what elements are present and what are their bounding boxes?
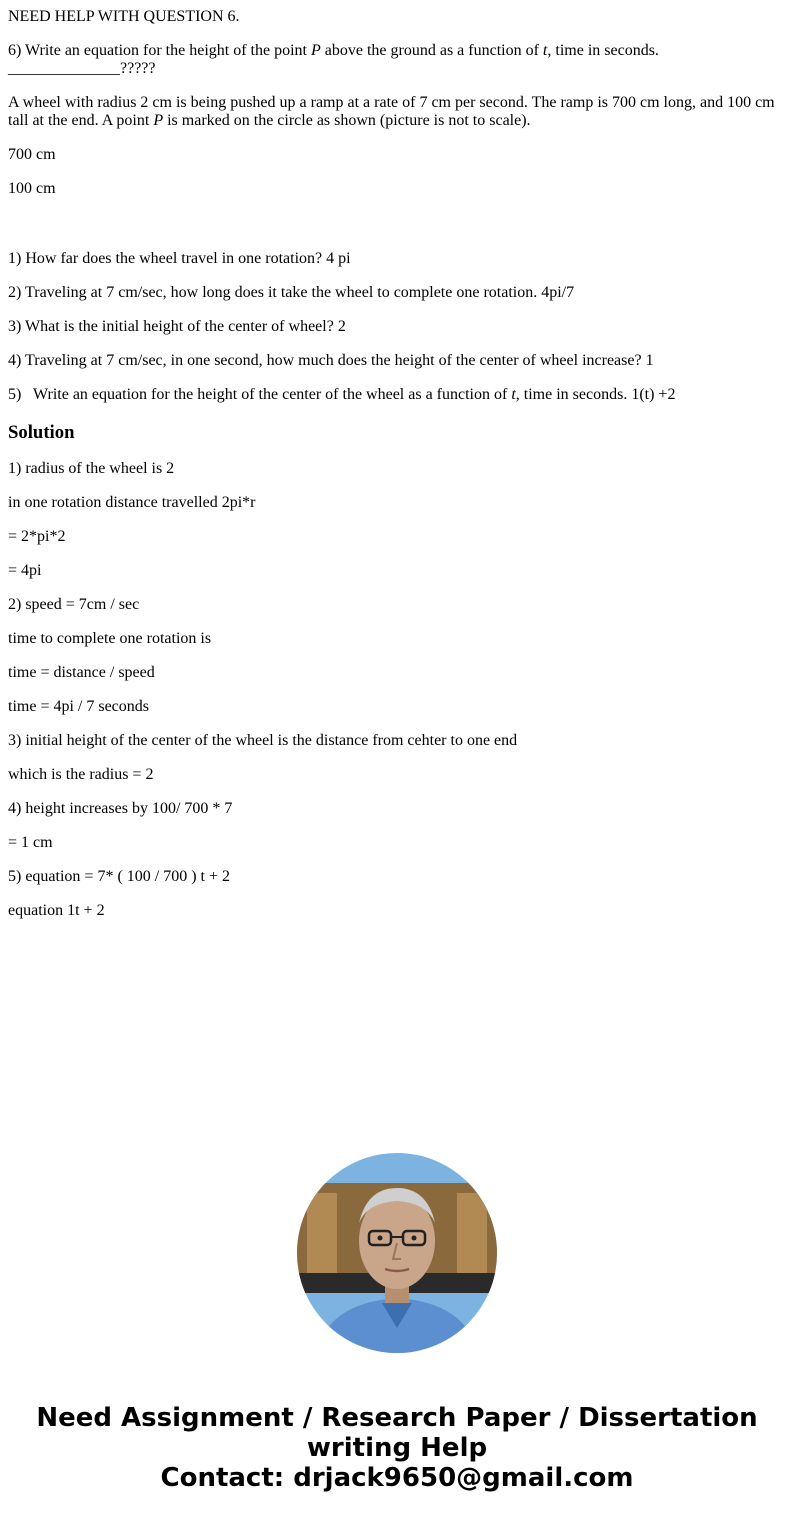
solution-heading: Solution xyxy=(8,422,75,443)
question-5 xyxy=(8,386,786,404)
q6-blank: ______________????? xyxy=(8,60,156,77)
q5-prefix: 5) Write an equation for the height of the center of the wheel as a function of xyxy=(8,386,512,403)
avatar-portrait-icon xyxy=(297,1153,497,1353)
problem-prefix: A wheel with radius 2 cm is being pushed up a ramp at a rate of 7 cm per second. The ramp is 700 cm long, and 100 cm tall at the end. A point xyxy=(8,94,775,129)
solution-line: 1) radius of the wheel is 2 xyxy=(8,460,175,477)
title-line: NEED HELP WITH QUESTION 6. xyxy=(8,8,240,25)
question-3: 3) What is the initial height of the center of wheel? 2 xyxy=(8,318,346,335)
solution-line: time = distance / speed xyxy=(8,664,155,681)
spacer xyxy=(8,214,786,250)
q6-suffix: , time in seconds. xyxy=(547,42,659,59)
question-1: 1) How far does the wheel travel in one rotation? 4 pi xyxy=(8,250,351,267)
q6-var-p: P xyxy=(310,42,321,59)
footer-line-3: Contact: drjack9650@gmail.com xyxy=(160,1463,634,1493)
problem-statement xyxy=(8,94,786,130)
solution-line: 3) initial height of the center of the wheel is the distance from cehter to one end xyxy=(8,732,518,749)
footer-line-2: writing Help xyxy=(306,1433,488,1463)
q6-prefix: 6) Write an equation for the height of the point xyxy=(8,42,311,59)
footer-contact xyxy=(0,1403,794,1493)
solution-line: 4) height increases by 100/ 700 * 7 xyxy=(8,800,233,817)
avatar xyxy=(297,1153,497,1353)
problem-var-p: P xyxy=(153,112,164,129)
solution-line: = 2*pi*2 xyxy=(8,528,66,545)
solution-line: in one rotation distance travelled 2pi*r xyxy=(8,494,256,511)
solution-line: equation 1t + 2 xyxy=(8,902,105,919)
solution-line: = 4pi xyxy=(8,562,42,579)
question-2: 2) Traveling at 7 cm/sec, how long does it take the wheel to complete one rotation. 4pi/7 xyxy=(8,284,575,301)
q6-mid: above the ground as a function of xyxy=(320,42,543,59)
label-ramp-length: 700 cm xyxy=(8,146,56,163)
solution-line: = 1 cm xyxy=(8,834,53,851)
solution-line: which is the radius = 2 xyxy=(8,766,154,783)
label-ramp-height: 100 cm xyxy=(8,180,56,197)
question-4: 4) Traveling at 7 cm/sec, in one second, how much does the height of the center of wheel increase? 1 xyxy=(8,352,654,369)
q5-suffix: , time in seconds. 1(t) +2 xyxy=(515,386,676,403)
question-6 xyxy=(8,42,786,78)
solution-line: 2) speed = 7cm / sec xyxy=(8,596,140,613)
q6-var-t: t xyxy=(542,42,548,59)
solution-line: 5) equation = 7* ( 100 / 700 ) t + 2 xyxy=(8,868,231,885)
q5-var-t: t xyxy=(511,386,516,403)
problem-suffix: is marked on the circle as shown (picture is not to scale). xyxy=(163,112,531,129)
solution-line: time to complete one rotation is xyxy=(8,630,212,647)
solution-line: time = 4pi / 7 seconds xyxy=(8,698,150,715)
footer-line-1: Need Assignment / Research Paper / Dissertation xyxy=(36,1403,758,1433)
